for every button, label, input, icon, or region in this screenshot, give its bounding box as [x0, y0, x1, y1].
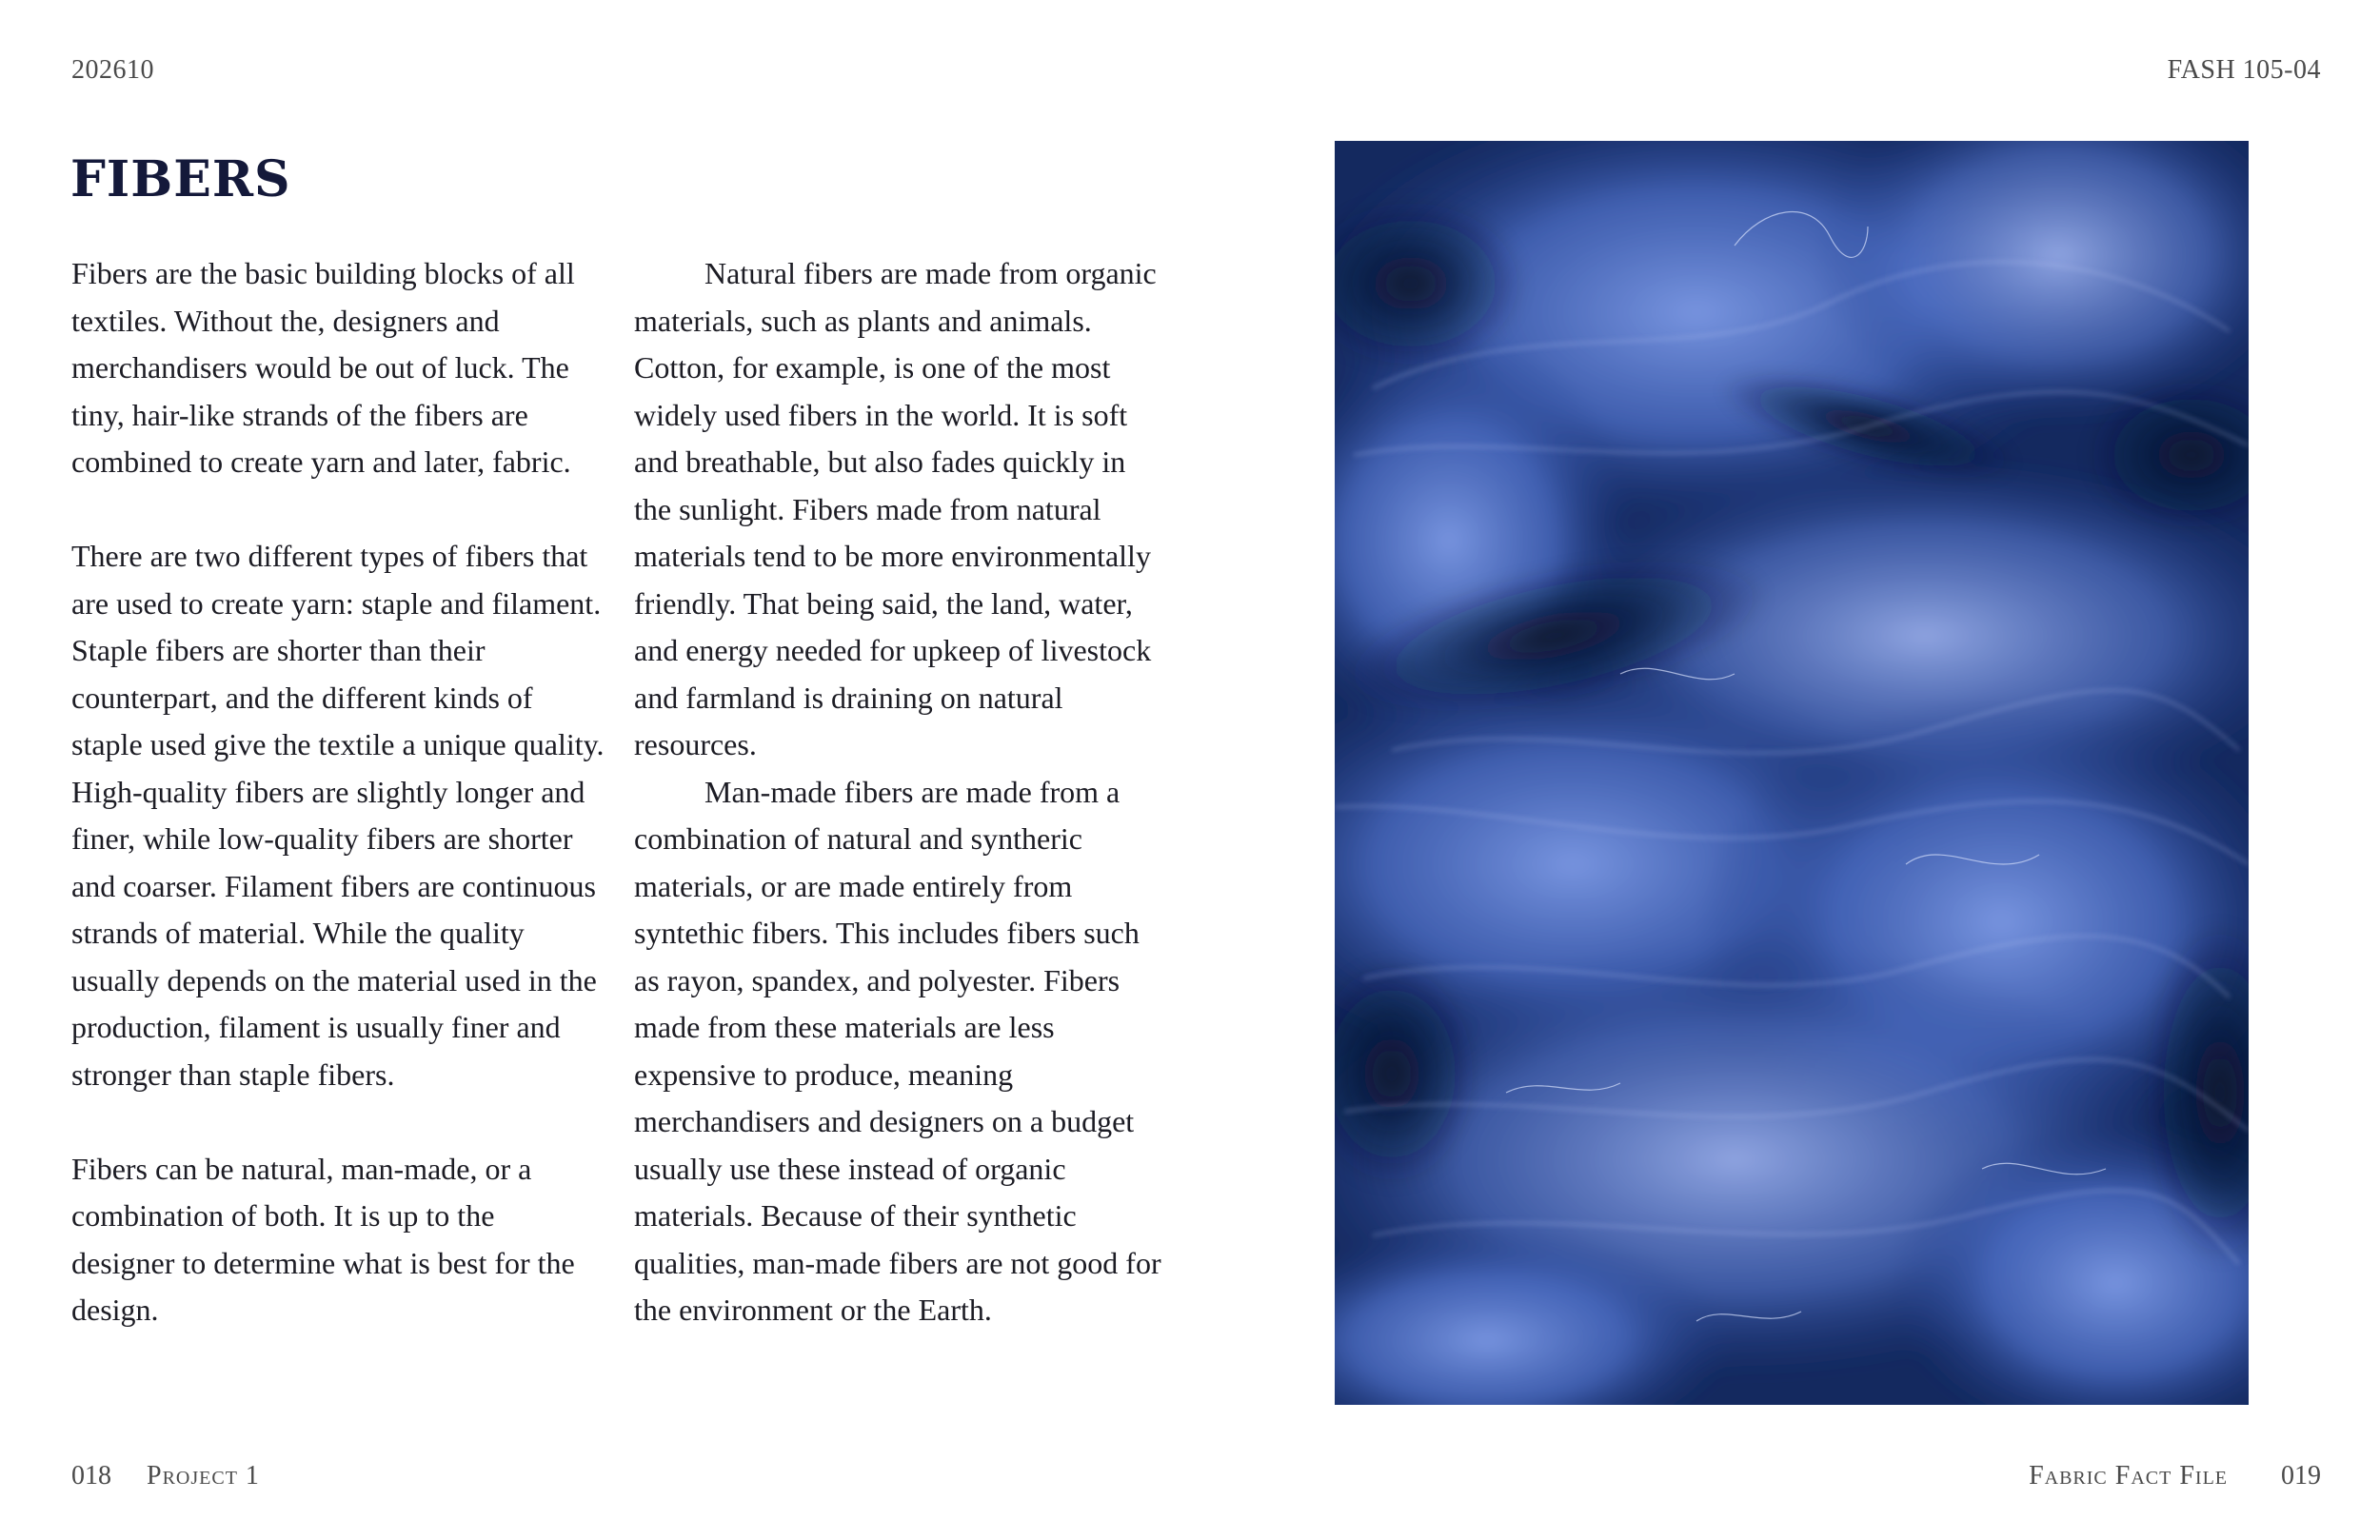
page-title: FIBERS: [70, 150, 291, 208]
section-title-right: Fabric Fact File: [2029, 1461, 2228, 1491]
paragraph: Fibers are the basic building blocks of all textiles. Without the, designers and merchandisers would be out of luck. The tiny, hair-like strands of the fibers are combined to create yarn and later, fabric.: [71, 256, 575, 479]
section-title-left: Project 1: [147, 1461, 260, 1491]
text-column-right: [634, 250, 1167, 1334]
paragraph: Fibers can be natural, man-made, or a combination of both. It is up to the designer to determine what is best for the design.: [71, 1151, 575, 1327]
paragraph: There are two different types of fibers that are used to create yarn: staple and filament. Staple fibers are shorter than their counterpart, and the different kinds of staple used give the textile a unique quality. High-quality fibers are slightly longer and finer, while low-quality fibers are shorter and coarser. Filament fibers are continuous strands of material. While the quality usually depends on the material used in the production, filament is usually finer and stronger than staple fibers.: [71, 539, 605, 1092]
fiber-photo: [1335, 141, 2249, 1405]
text-column-left: [71, 250, 605, 1334]
paragraph: Man-made fibers are made from a combination of natural and syntheric materials, or are made entirely from syntethic fibers. This includes fibers such as rayon, spandex, and polyester. Fibers made from these materials are less expensive to produce, meaning merchandisers and designers on a budget usually use these instead of organic materials. Because of their synthetic qualities, man-made fibers are not good for the environment or the Earth.: [634, 774, 1161, 1327]
page-number-left: 018: [71, 1461, 111, 1491]
header-course-section: FASH 105-04: [2167, 55, 2321, 85]
page-number-right: 019: [2281, 1461, 2321, 1491]
fiber-photo-illustration: [1335, 141, 2249, 1405]
header-course-code: 202610: [71, 55, 154, 85]
paragraph: Natural fibers are made from organic materials, such as plants and animals. Cotton, for example, is one of the most widely used fibers in the world. It is soft and breathable, but also fades quickly in the sunlight. Fibers made from natural materials tend to be more environmentally friendly. That being said, the land, water, and energy needed for upkeep of livestock and farmland is draining on natural resources.: [634, 256, 1157, 761]
